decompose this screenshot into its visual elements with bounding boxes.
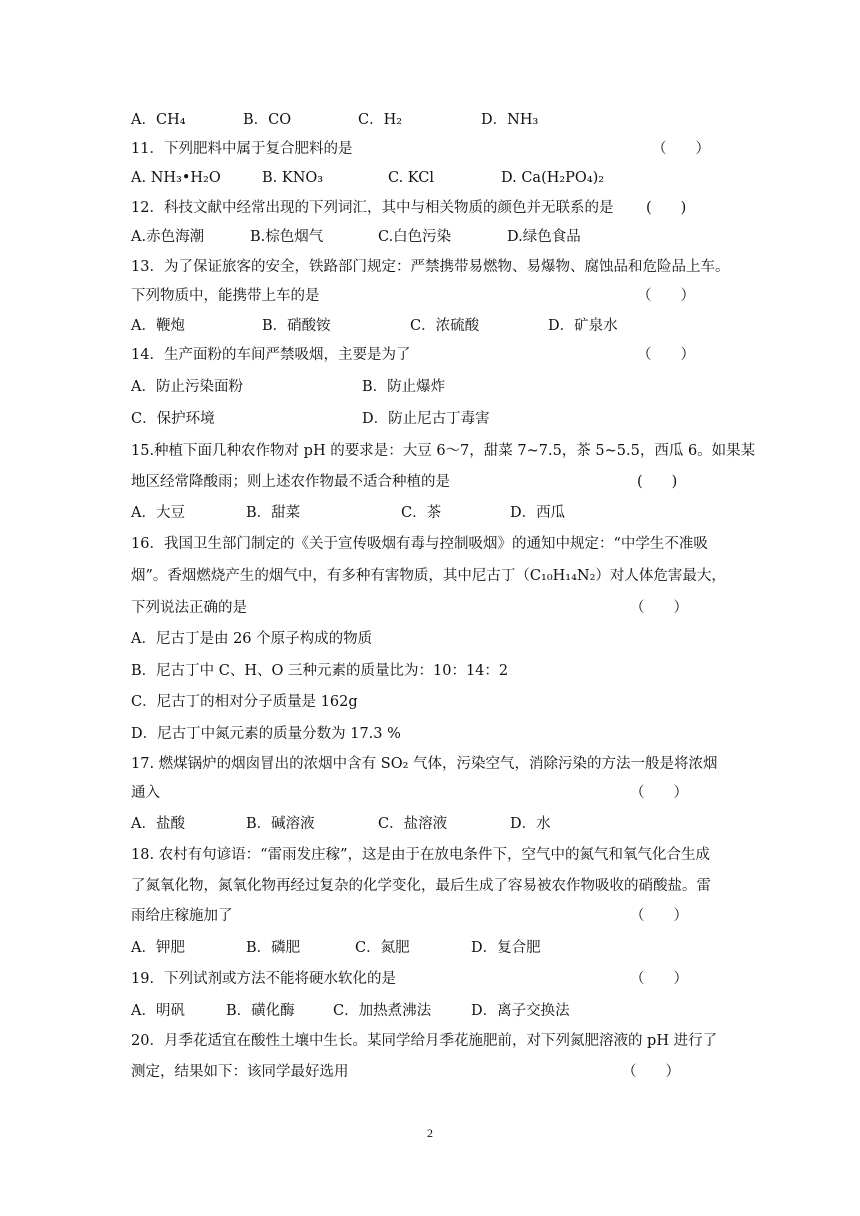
q16-stem-line2: 烟”。香烟燃烧产生的烟气中，有多种有害物质，其中尼古丁（C₁₀H₁₄N₂）对人体危害最大， (131, 568, 726, 584)
q15-answer-bracket: ( ) (637, 474, 678, 490)
q13-option-d: D．矿泉水 (548, 318, 618, 334)
q12-option-c: C.白色污染 (378, 229, 452, 245)
q12-option-b: B.棕色烟气 (250, 229, 324, 245)
q19-option-d: D．离子交换法 (471, 1003, 570, 1019)
page-number: 2 (427, 1126, 433, 1140)
q12-option-a: A.赤色海潮 (131, 229, 205, 245)
q18-stem-line1: 18. 农村有句谚语：“雷雨发庄稼”，这是由于在放电条件下，空气中的氮气和氧气化合生成 (131, 847, 710, 863)
q14-option-c: C．保护环境 (131, 411, 215, 427)
q15-stem-line1: 15.种植下面几种农作物对 pH 的要求是：大豆 6～7，甜菜 7~7.5，茶 5~5.5，西瓜 6。如果某 (131, 443, 756, 459)
q18-option-c: C．氮肥 (355, 940, 410, 956)
q16-answer-bracket: （ ） (630, 600, 688, 616)
q20-stem-line2: 测定，结果如下：该同学最好选用 (131, 1064, 349, 1080)
q11-option-b: B. KNO₃ (262, 170, 324, 186)
q14-option-a: A．防止污染面粉 (131, 379, 243, 395)
q19-answer-bracket: （ ） (630, 971, 688, 987)
q16-option-a: A．尼古丁是由 26 个原子构成的物质 (131, 631, 373, 647)
q12-stem: 12．科技文献中经常出现的下列词汇，其中与相关物质的颜色并无联系的是 (131, 200, 614, 216)
q17-option-a: A．盐酸 (131, 816, 185, 832)
q10-option-b: B．CO (243, 112, 292, 128)
q19-option-a: A．明矾 (131, 1003, 185, 1019)
q19-stem: 19．下列试剂或方法不能将硬水软化的是 (131, 971, 396, 987)
q18-stem-line3: 雨给庄稼施加了 (131, 908, 233, 924)
q11-option-a: A. NH₃•H₂O (131, 170, 221, 186)
q17-option-c: C．盐溶液 (378, 816, 448, 832)
q12-answer-bracket: ( ) (646, 200, 687, 216)
q17-stem-line2: 通入 (131, 785, 160, 801)
q18-option-d: D．复合肥 (471, 940, 541, 956)
q11-option-d: D. Ca(H₂PO₄)₂ (501, 170, 605, 186)
q15-option-a: A．大豆 (131, 505, 185, 521)
q10-option-a: A．CH₄ (131, 112, 186, 128)
q15-option-b: B．甜菜 (246, 505, 301, 521)
q14-option-b: B．防止爆炸 (362, 379, 446, 395)
q15-stem-line2: 地区经常降酸雨；则上述农作物最不适合种植的是 (131, 474, 450, 490)
q14-answer-bracket: （ ） (637, 347, 695, 363)
q16-option-b: B．尼古丁中 C、H、O 三种元素的质量比为：10：14：2 (131, 663, 509, 679)
q17-option-b: B．碱溶液 (246, 816, 315, 832)
q11-answer-bracket: （ ） (652, 141, 710, 157)
q13-answer-bracket: （ ） (637, 288, 695, 304)
q13-option-b: B．硝酸铵 (262, 318, 331, 334)
q16-stem-line1: 16．我国卫生部门制定的《关于宣传吸烟有毒与控制吸烟》的通知中规定：“中学生不准吸 (131, 536, 708, 552)
q12-option-d: D.绿色食品 (507, 229, 581, 245)
q11-stem: 11．下列肥料中属于复合肥料的是 (131, 141, 353, 157)
q15-option-c: C．茶 (401, 505, 442, 521)
q16-option-d: D．尼古丁中氮元素的质量分数为 17.3 % (131, 726, 401, 742)
q18-answer-bracket: （ ） (630, 908, 688, 924)
q14-option-d: D．防止尼古丁毒害 (362, 411, 490, 427)
q20-stem-line1: 20．月季花适宜在酸性土壤中生长。某同学给月季花施肥前，对下列氮肥溶液的 pH 进行了 (131, 1033, 718, 1049)
q20-answer-bracket: （ ） (622, 1064, 680, 1080)
q19-option-c: C．加热煮沸法 (333, 1003, 432, 1019)
q11-option-c: C. KCl (388, 170, 434, 186)
q15-option-d: D．西瓜 (510, 505, 566, 521)
q13-option-c: C．浓硫酸 (410, 318, 480, 334)
q13-stem-line1: 13．为了保证旅客的安全，铁路部门规定：严禁携带易燃物、易爆物、腐蚀品和危险品上车。 (131, 259, 730, 275)
q18-option-a: A．钾肥 (131, 940, 185, 956)
q18-option-b: B．磷肥 (246, 940, 301, 956)
q19-option-b: B．磺化酶 (226, 1003, 295, 1019)
q10-option-c: C．H₂ (358, 112, 403, 128)
q17-answer-bracket: （ ） (630, 785, 688, 801)
q17-stem-line1: 17. 燃煤锅炉的烟囱冒出的浓烟中含有 SO₂ 气体，污染空气，消除污染的方法一般是将浓烟 (131, 756, 718, 772)
q13-option-a: A．鞭炮 (131, 318, 185, 334)
q18-stem-line2: 了氮氧化物，氮氧化物再经过复杂的化学变化，最后生成了容易被农作物吸收的硝酸盐。雷 (131, 878, 711, 894)
q14-stem: 14．生产面粉的车间严禁吸烟，主要是为了 (131, 347, 411, 363)
q10-option-d: D．NH₃ (481, 112, 539, 128)
q16-stem-line3: 下列说法正确的是 (131, 600, 247, 616)
q13-stem-line2: 下列物质中，能携带上车的是 (131, 288, 320, 304)
q16-option-c: C．尼古丁的相对分子质量是 162g (131, 694, 358, 710)
q17-option-d: D．水 (510, 816, 551, 832)
